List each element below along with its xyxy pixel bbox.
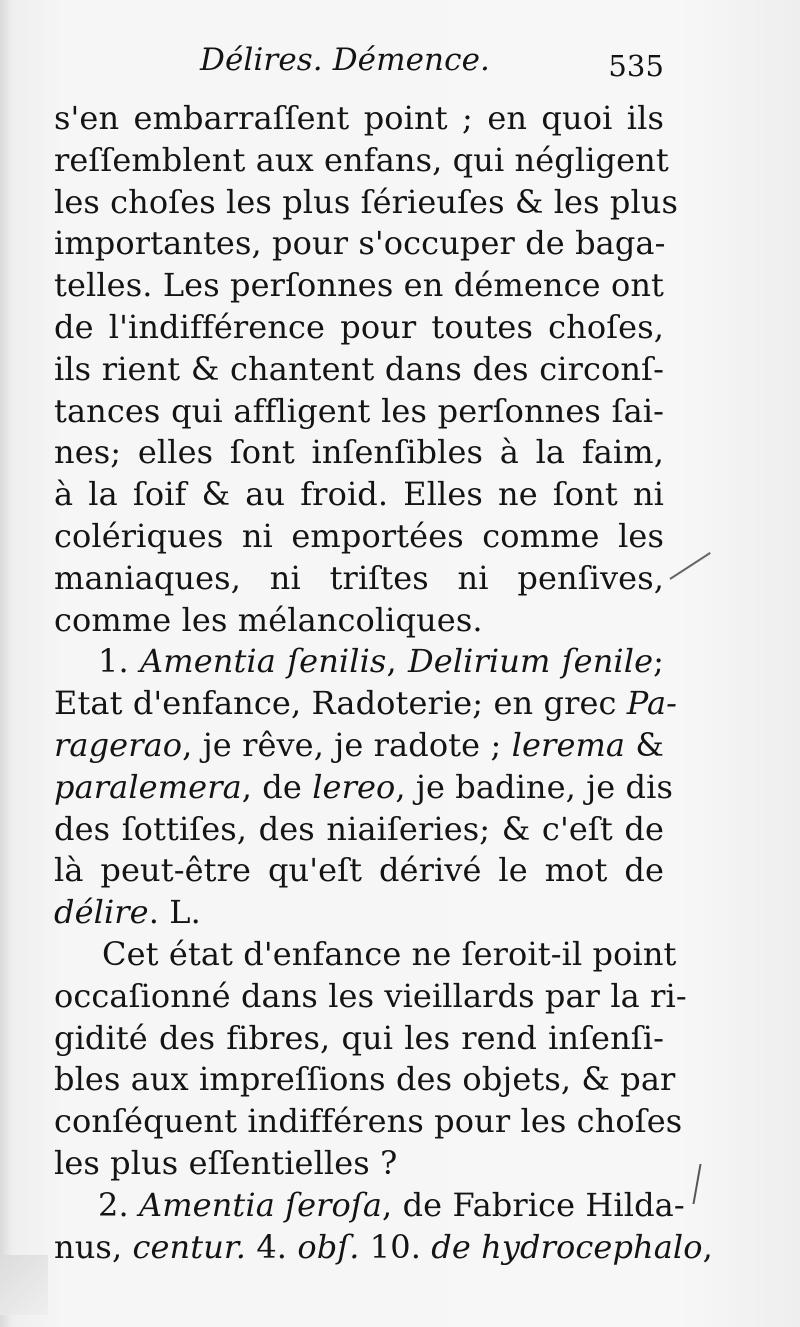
italic-segment: Pa- bbox=[626, 684, 678, 723]
text-segment: , bbox=[702, 1227, 713, 1266]
text-segment: à la ſoif & au froid. Elles ne ſont ni bbox=[54, 475, 664, 514]
italic-segment: Delirium ſenile bbox=[408, 642, 654, 681]
text-line bbox=[54, 516, 664, 558]
italic-segment: Amentia ſeroſa bbox=[139, 1185, 383, 1224]
text-segment: colériques ni emportées comme les bbox=[54, 516, 664, 555]
italic-segment: centur. bbox=[132, 1227, 247, 1266]
text-segment: les choſes les plus ſérieuſes & les plus bbox=[54, 182, 679, 221]
italic-segment: délire bbox=[54, 893, 149, 932]
text-segment: , bbox=[386, 642, 409, 681]
text-segment: , je badine, je dis bbox=[395, 767, 673, 806]
text-segment: 10. bbox=[359, 1227, 432, 1266]
text-line bbox=[54, 1101, 683, 1143]
text-line bbox=[54, 349, 664, 391]
text-segment: s'en embarraſſent point ; en quoi ils bbox=[54, 99, 664, 137]
text-segment: nes; elles ſont inſenſibles à la faim, bbox=[54, 433, 664, 472]
text-segment: nus, bbox=[54, 1227, 133, 1266]
text-segment: telles. Les perſonnes en démence ont bbox=[54, 266, 664, 305]
text-line bbox=[54, 391, 664, 433]
text-line bbox=[54, 307, 664, 349]
text-segment: 4. bbox=[246, 1227, 298, 1266]
text-segment: 2. bbox=[98, 1185, 140, 1224]
text-line bbox=[54, 223, 664, 265]
italic-segment: lereo bbox=[312, 767, 396, 806]
text-line bbox=[54, 140, 669, 182]
page-number: 535 bbox=[608, 49, 664, 83]
text-segment: les plus eſſentielles ? bbox=[54, 1143, 398, 1182]
text-segment: tances qui affligent les perſonnes ſai- bbox=[54, 391, 664, 430]
text-line bbox=[54, 809, 664, 851]
text-line bbox=[54, 1185, 685, 1227]
text-line bbox=[54, 558, 664, 600]
page-header bbox=[54, 40, 664, 98]
text-line bbox=[54, 683, 678, 725]
text-line bbox=[54, 1018, 664, 1060]
text-line bbox=[54, 600, 664, 642]
text-line bbox=[54, 265, 664, 307]
text-segment: . L. bbox=[148, 893, 201, 932]
italic-segment: lerema bbox=[511, 725, 626, 764]
body-text bbox=[54, 98, 713, 1268]
text-line bbox=[54, 725, 664, 767]
text-segment: reſſemblent aux enfans, qui négligent bbox=[54, 140, 669, 179]
margin-mark bbox=[669, 552, 710, 580]
text-segment: importantes, pour s'occuper de baga- bbox=[54, 224, 666, 263]
text-line bbox=[54, 850, 664, 892]
text-line bbox=[54, 1143, 664, 1185]
text-segment: maniaques, ni triſtes ni penſives, bbox=[54, 558, 664, 597]
italic-segment: Amentia ſenilis bbox=[140, 642, 387, 681]
text-segment: là peut-être qu'eſt dérivé le mot de bbox=[54, 851, 664, 890]
text-segment: occaſionné dans les vieillards par la ri- bbox=[54, 976, 687, 1015]
text-line bbox=[54, 98, 664, 140]
page-corner-shadow bbox=[0, 1255, 48, 1315]
text-line bbox=[54, 976, 687, 1018]
text-line bbox=[54, 432, 664, 474]
text-segment: , je rêve, je radote ; bbox=[182, 725, 512, 764]
text-segment: ils rient & chantent dans des circonſ- bbox=[54, 349, 664, 388]
text-line bbox=[54, 182, 679, 224]
text-line bbox=[54, 767, 673, 809]
text-segment: conſéquent indifférens pour les choſes bbox=[54, 1102, 683, 1141]
text-segment: comme les mélancoliques. bbox=[54, 600, 483, 639]
text-line bbox=[54, 474, 664, 516]
text-segment: , de Fabrice Hilda- bbox=[382, 1185, 685, 1224]
text-segment: des ſottiſes, des niaiſeries; & c'eſt de bbox=[54, 809, 664, 848]
italic-segment: de hydrocephalo bbox=[431, 1227, 703, 1266]
text-segment: bles aux impreſſions des objets, & par bbox=[54, 1060, 676, 1099]
text-line bbox=[54, 934, 677, 976]
text-segment: 1. bbox=[98, 642, 141, 681]
text-line bbox=[54, 892, 664, 934]
page-gutter-shadow bbox=[0, 0, 12, 1327]
text-segment: ; bbox=[653, 642, 664, 681]
text-segment: gidité des fibres, qui les rend inſenſi- bbox=[54, 1018, 664, 1057]
text-segment: , de bbox=[241, 767, 313, 806]
italic-segment: paralemera bbox=[54, 767, 242, 806]
italic-segment: ragerao bbox=[54, 725, 183, 764]
text-line bbox=[54, 1059, 676, 1101]
text-segment: & bbox=[625, 725, 664, 764]
text-line bbox=[54, 1227, 713, 1269]
text-segment: Etat d'enfance, Radoterie; en grec bbox=[54, 684, 627, 723]
text-line bbox=[54, 641, 664, 683]
italic-segment: obſ. bbox=[297, 1227, 360, 1266]
running-title: Délires. Démence. bbox=[200, 42, 490, 78]
text-segment: de l'indifférence pour toutes choſes, bbox=[54, 307, 664, 346]
page-text bbox=[54, 40, 713, 1268]
margin-mark bbox=[692, 1164, 723, 1204]
text-segment: Cet état d'enfance ne ſeroit-il point bbox=[102, 934, 677, 973]
